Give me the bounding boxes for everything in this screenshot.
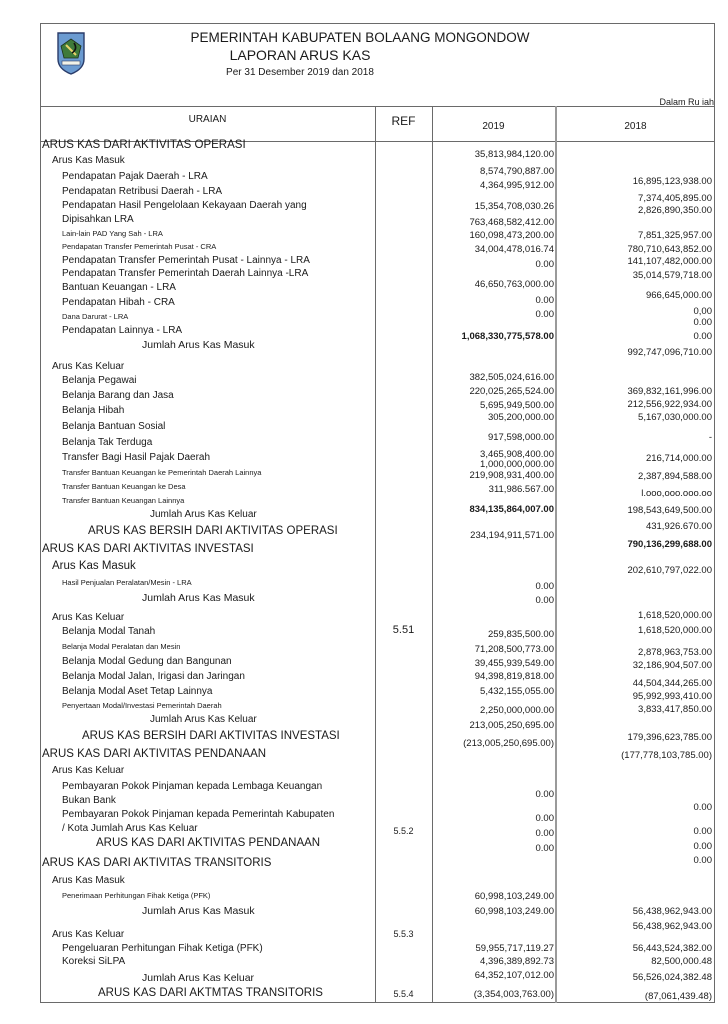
value-2019: 220,025,265,524.00: [469, 386, 554, 397]
value-2019: 834,135,864,007.00: [469, 504, 554, 515]
value-2018: 35,014,579,718.00: [632, 270, 712, 281]
ref-code: 5.5.2: [393, 826, 414, 836]
value-2018: 198,543,649,500.00: [627, 505, 712, 516]
line-item-label: Belanja Barang dan Jasa: [62, 390, 174, 401]
value-2019: 46,650,763,000.00: [474, 279, 554, 290]
section-heading: ARUS KAS DARI AKTIVITAS PENDANAAN: [96, 837, 321, 849]
line-item-label: Transfer Bantuan Keuangan Lainnya: [62, 496, 185, 505]
value-2018: 95,992,993,410.00: [632, 691, 712, 702]
subsection-heading: Arus Kas Keluar: [52, 361, 125, 372]
value-2018: 0.00: [693, 317, 712, 328]
report-period: Per 31 Desember 2019 dan 2018: [226, 67, 374, 78]
value-2019: 60,998,103,249.00: [474, 891, 554, 902]
value-2018: 780,710,643,852.00: [627, 244, 712, 255]
line-item-label: Jumlah Arus Kas Keluar: [150, 509, 257, 520]
line-item-label: Pendapatan Pajak Daerah - LRA: [62, 171, 208, 182]
section-heading: ARUS KAS DARI AKTIVITAS INVESTASI: [42, 543, 254, 555]
value-2018: 0.00: [693, 826, 712, 837]
value-2018: 0.00: [693, 855, 712, 866]
value-2018: 1,618,520,000.00: [638, 625, 712, 636]
value-2019: 5,432,155,055.00: [480, 686, 554, 697]
line-item-label: Penyertaan Modal/Investasi Pemerintah Daerah: [62, 701, 222, 710]
value-2018: 141,107,482,000.00: [627, 256, 712, 267]
value-2019: 213,005,250,695.00: [469, 720, 554, 731]
section-heading: ARUS KAS DARI AKTIVITAS TRANSITORIS: [42, 857, 272, 869]
value-2019: 15,354,708,030.26: [474, 201, 554, 212]
total-label: Jumlah Arus Kas Masuk: [142, 592, 255, 604]
line-item-label: / Kota Jumlah Arus Kas Keluar: [62, 823, 198, 834]
ref-code: 5.5.3: [393, 929, 414, 939]
section-heading: ARUS KAS DARI AKTIVITAS OPERASI: [42, 139, 246, 151]
line-item-label: Pendapatan Retribusi Daerah - LRA: [62, 186, 223, 197]
value-2018: 992,747,096,710.00: [627, 347, 712, 358]
value-2019: 0.00: [535, 813, 554, 824]
value-2018: 179,396,623,785.00: [627, 732, 712, 743]
value-2019: 59,955,717,119.27: [475, 943, 554, 954]
line-item-label: Lain-lain PAD Yang Sah - LRA: [62, 229, 163, 238]
line-item-label: Transfer Bantuan Keuangan ke Desa: [62, 482, 186, 491]
subsection-heading: Arus Kas Keluar: [52, 929, 125, 940]
value-2018: 56,438,962,943.00: [632, 921, 712, 932]
value-2019: 0.00: [535, 789, 554, 800]
line-item-label: Bukan Bank: [62, 795, 116, 806]
value-2019: 64,352,107,012.00: [474, 970, 554, 981]
line-item-label: Belanja Tak Terduga: [62, 437, 153, 448]
value-2019: 0.00: [535, 309, 554, 320]
line-item-label: Penerimaan Perhitungan Fihak Ketiga (PFK): [62, 891, 211, 900]
value-2018: 56,438,962,943.00: [632, 906, 712, 917]
currency-unit: Dalam Ru iah: [659, 97, 714, 107]
line-item-label: Belanja Bantuan Sosial: [62, 421, 166, 432]
line-item-label: Belanja Modal Peralatan dan Mesin: [62, 642, 181, 651]
subsection-heading: Arus Kas Masuk: [52, 155, 125, 166]
value-2019: 763,468,582,412.00: [469, 217, 554, 228]
value-2018: 82,500,000.48: [651, 956, 712, 967]
value-2018: 5,167,030,000.00: [638, 412, 712, 423]
line-item-label: Bantuan Keuangan - LRA: [62, 282, 176, 293]
ref-code: 5.5.4: [393, 989, 414, 999]
line-item-label: Belanja Pegawai: [62, 375, 137, 386]
line-item-label: Belanja Modal Gedung dan Bangunan: [62, 656, 232, 667]
value-2018: 7,374,405,895.00: [638, 193, 712, 204]
section-heading: ARUS KAS DARI AKTIVITAS PENDANAAN: [42, 748, 267, 760]
value-2018: 3,833,417,850.00: [638, 704, 712, 715]
value-2018: 369,832,161,996.00: [627, 386, 712, 397]
value-2019: 917,598,000.00: [487, 432, 554, 443]
value-2019: 3,465,908,400.00: [480, 449, 554, 460]
ref-code: 5.51: [392, 624, 415, 636]
column-header-2018: 2018: [624, 121, 647, 132]
total-label: Jumlah Arus Kas Keluar: [142, 972, 255, 984]
value-2018: 56,443,524,382.00: [632, 943, 712, 954]
line-item-label: Jumlah Arus Kas Keluar: [150, 714, 257, 725]
section-heading: ARUS KAS BERSIH DARI AKTIVITAS OPERASI: [88, 525, 338, 537]
total-label: Jumlah Arus Kas Masuk: [142, 905, 255, 917]
line-item-label: Pendapatan Hibah - CRA: [62, 297, 175, 308]
value-2018: l.ooo,ooo.ooo.oo: [641, 488, 712, 499]
section-heading: Arus Kas Masuk: [52, 560, 136, 572]
line-item-label: Pembayaran Pokok Pinjaman kepada Pemerintah Kabupaten: [62, 809, 335, 820]
line-item-label: Dipisahkan LRA: [62, 214, 134, 225]
value-2019: 160,098,473,200.00: [469, 230, 554, 241]
value-2019: 8,574,790,887.00: [480, 166, 554, 177]
value-2019: 382,505,024,616.00: [469, 372, 554, 383]
value-2019: 311,986.567.00: [488, 484, 554, 495]
line-item-label: Dana Darurat - LRA: [62, 312, 129, 321]
header-divider: [40, 106, 715, 107]
value-2019: 39,455,939,549.00: [474, 658, 554, 669]
line-item-label: Pendapatan Transfer Pemerintah Pusat - CRA: [62, 242, 217, 251]
value-2018: 202,610,797,022.00: [627, 565, 712, 576]
line-item-label: Pendapatan Transfer Pemerintah Daerah Lainnya -LRA: [62, 268, 309, 279]
value-2018: (87,061,439.48): [644, 991, 712, 1002]
value-2019: 34,004,478,016.74: [474, 244, 554, 255]
section-heading: ARUS KAS DARI AKTMTAS TRANSITORIS: [98, 987, 323, 999]
value-2018: 56,526,024,382.48: [632, 972, 712, 983]
value-2018: 2,826,890,350.00: [638, 205, 712, 216]
value-2018: 790,136,299,688.00: [627, 539, 712, 550]
subsection-heading: Arus Kas Keluar: [52, 765, 125, 776]
value-2019: (213,005,250,695.00): [463, 738, 554, 749]
value-2019: 0.00: [535, 843, 554, 854]
column-header-ref: REF: [391, 114, 416, 128]
value-2019: 0.00: [535, 828, 554, 839]
value-2018: 2,878,963,753.00: [638, 647, 712, 658]
value-2019: 1,000,000,000.00: [480, 459, 554, 470]
line-item-label: Belanja Modal Tanah: [62, 626, 156, 637]
line-item-label: Transfer Bagi Hasil Pajak Daerah: [62, 452, 211, 463]
line-item-label: Pendapatan Hasil Pengelolaan Kekayaan Daerah yang: [62, 200, 307, 211]
subsection-heading: Arus Kas Keluar: [52, 612, 125, 623]
value-2018: (177,778,103,785.00): [621, 750, 712, 761]
line-item-label: Koreksi SiLPA: [62, 956, 126, 967]
value-2019: 259,835,500.00: [487, 629, 554, 640]
line-item-label: Belanja Hibah: [62, 405, 125, 416]
value-2018: 32,186,904,507.00: [632, 660, 712, 671]
value-2018: 0.00: [693, 841, 712, 852]
value-2019: 0.00: [535, 295, 554, 306]
value-2018: 212,556,922,934.00: [627, 399, 712, 410]
value-2018: -: [708, 432, 712, 443]
value-2019: (3,354,003,763.00): [473, 989, 554, 1000]
value-2018: 0.00: [693, 331, 712, 342]
value-2019: 234,194,911,571.00: [470, 530, 554, 541]
line-item-label: Pengeluaran Perhitungan Fihak Ketiga (PFK): [62, 943, 263, 954]
value-2018: 0.00: [693, 802, 712, 813]
value-2019: 0.00: [535, 595, 554, 606]
value-2018: 431,926.670.00: [645, 521, 712, 532]
value-2018: 2,387,894,588.00: [638, 471, 712, 482]
value-2018: 44,504,344,265.00: [632, 678, 712, 689]
value-2019: 71,208,500,773.00: [474, 644, 554, 655]
line-item-label: Pendapatan Transfer Pemerintah Pusat - Lainnya - LRA: [62, 255, 310, 266]
section-heading: ARUS KAS BERSIH DARI AKTIVITAS INVESTASI: [82, 730, 340, 742]
column-header-2019: 2019: [482, 121, 505, 132]
value-2018: 7,851,325,957.00: [638, 230, 712, 241]
line-item-label: Belanja Modal Aset Tetap Lainnya: [62, 686, 213, 697]
line-item-label: Pendapatan Lainnya - LRA: [62, 325, 183, 336]
report-frame: [40, 23, 715, 1003]
line-item-label: Belanja Modal Jalan, Irigasi dan Jaringan: [62, 671, 245, 682]
value-2019: 2,250,000,000.00: [480, 705, 554, 716]
value-2018: 1,618,520,000.00: [638, 610, 712, 621]
value-2018: 216,714,000.00: [645, 453, 712, 464]
value-2019: 1,068,330,775,578.00: [461, 331, 554, 342]
column-header-uraian: URAIAN: [188, 114, 227, 125]
value-2019: 219,908,931,400.00: [469, 470, 554, 481]
line-item-label: Hasil Penjualan Peralatan/Mesin - LRA: [62, 578, 192, 587]
report-title: LAPORAN ARUS KAS: [229, 47, 371, 63]
value-2018: 0,00: [693, 306, 712, 317]
value-2018: 16,895,123,938.00: [632, 176, 712, 187]
value-2019: 35,813,984,120.00: [474, 149, 554, 160]
subsection-heading: Arus Kas Masuk: [52, 875, 125, 886]
organization-name: PEMERINTAH KABUPATEN BOLAANG MONGONDOW: [190, 30, 530, 45]
ref-column-divider: [375, 106, 376, 1003]
year2018-column-divider: [555, 106, 557, 1003]
value-2018: 966,645,000.00: [645, 290, 712, 301]
value-2019: 0.00: [535, 581, 554, 592]
line-item-label: Pembayaran Pokok Pinjaman kepada Lembaga Keuangan: [62, 781, 323, 792]
total-label: Jumlah Arus Kas Masuk: [142, 339, 255, 351]
value-2019: 60,998,103,249.00: [474, 906, 554, 917]
value-2019: 305,200,000.00: [487, 412, 554, 423]
value-2019: 4,364,995,912.00: [480, 180, 554, 191]
value-2019: 4,396,389,892.73: [480, 956, 554, 967]
year2019-column-divider: [432, 106, 433, 1003]
value-2019: 5,695,949,500.00: [480, 400, 554, 411]
value-2019: 0.00: [535, 259, 554, 270]
value-2019: 94,398,819,818.00: [474, 671, 554, 682]
line-item-label: Transfer Bantuan Keuangan ke Pemerintah Daerah Lainnya: [62, 468, 262, 477]
